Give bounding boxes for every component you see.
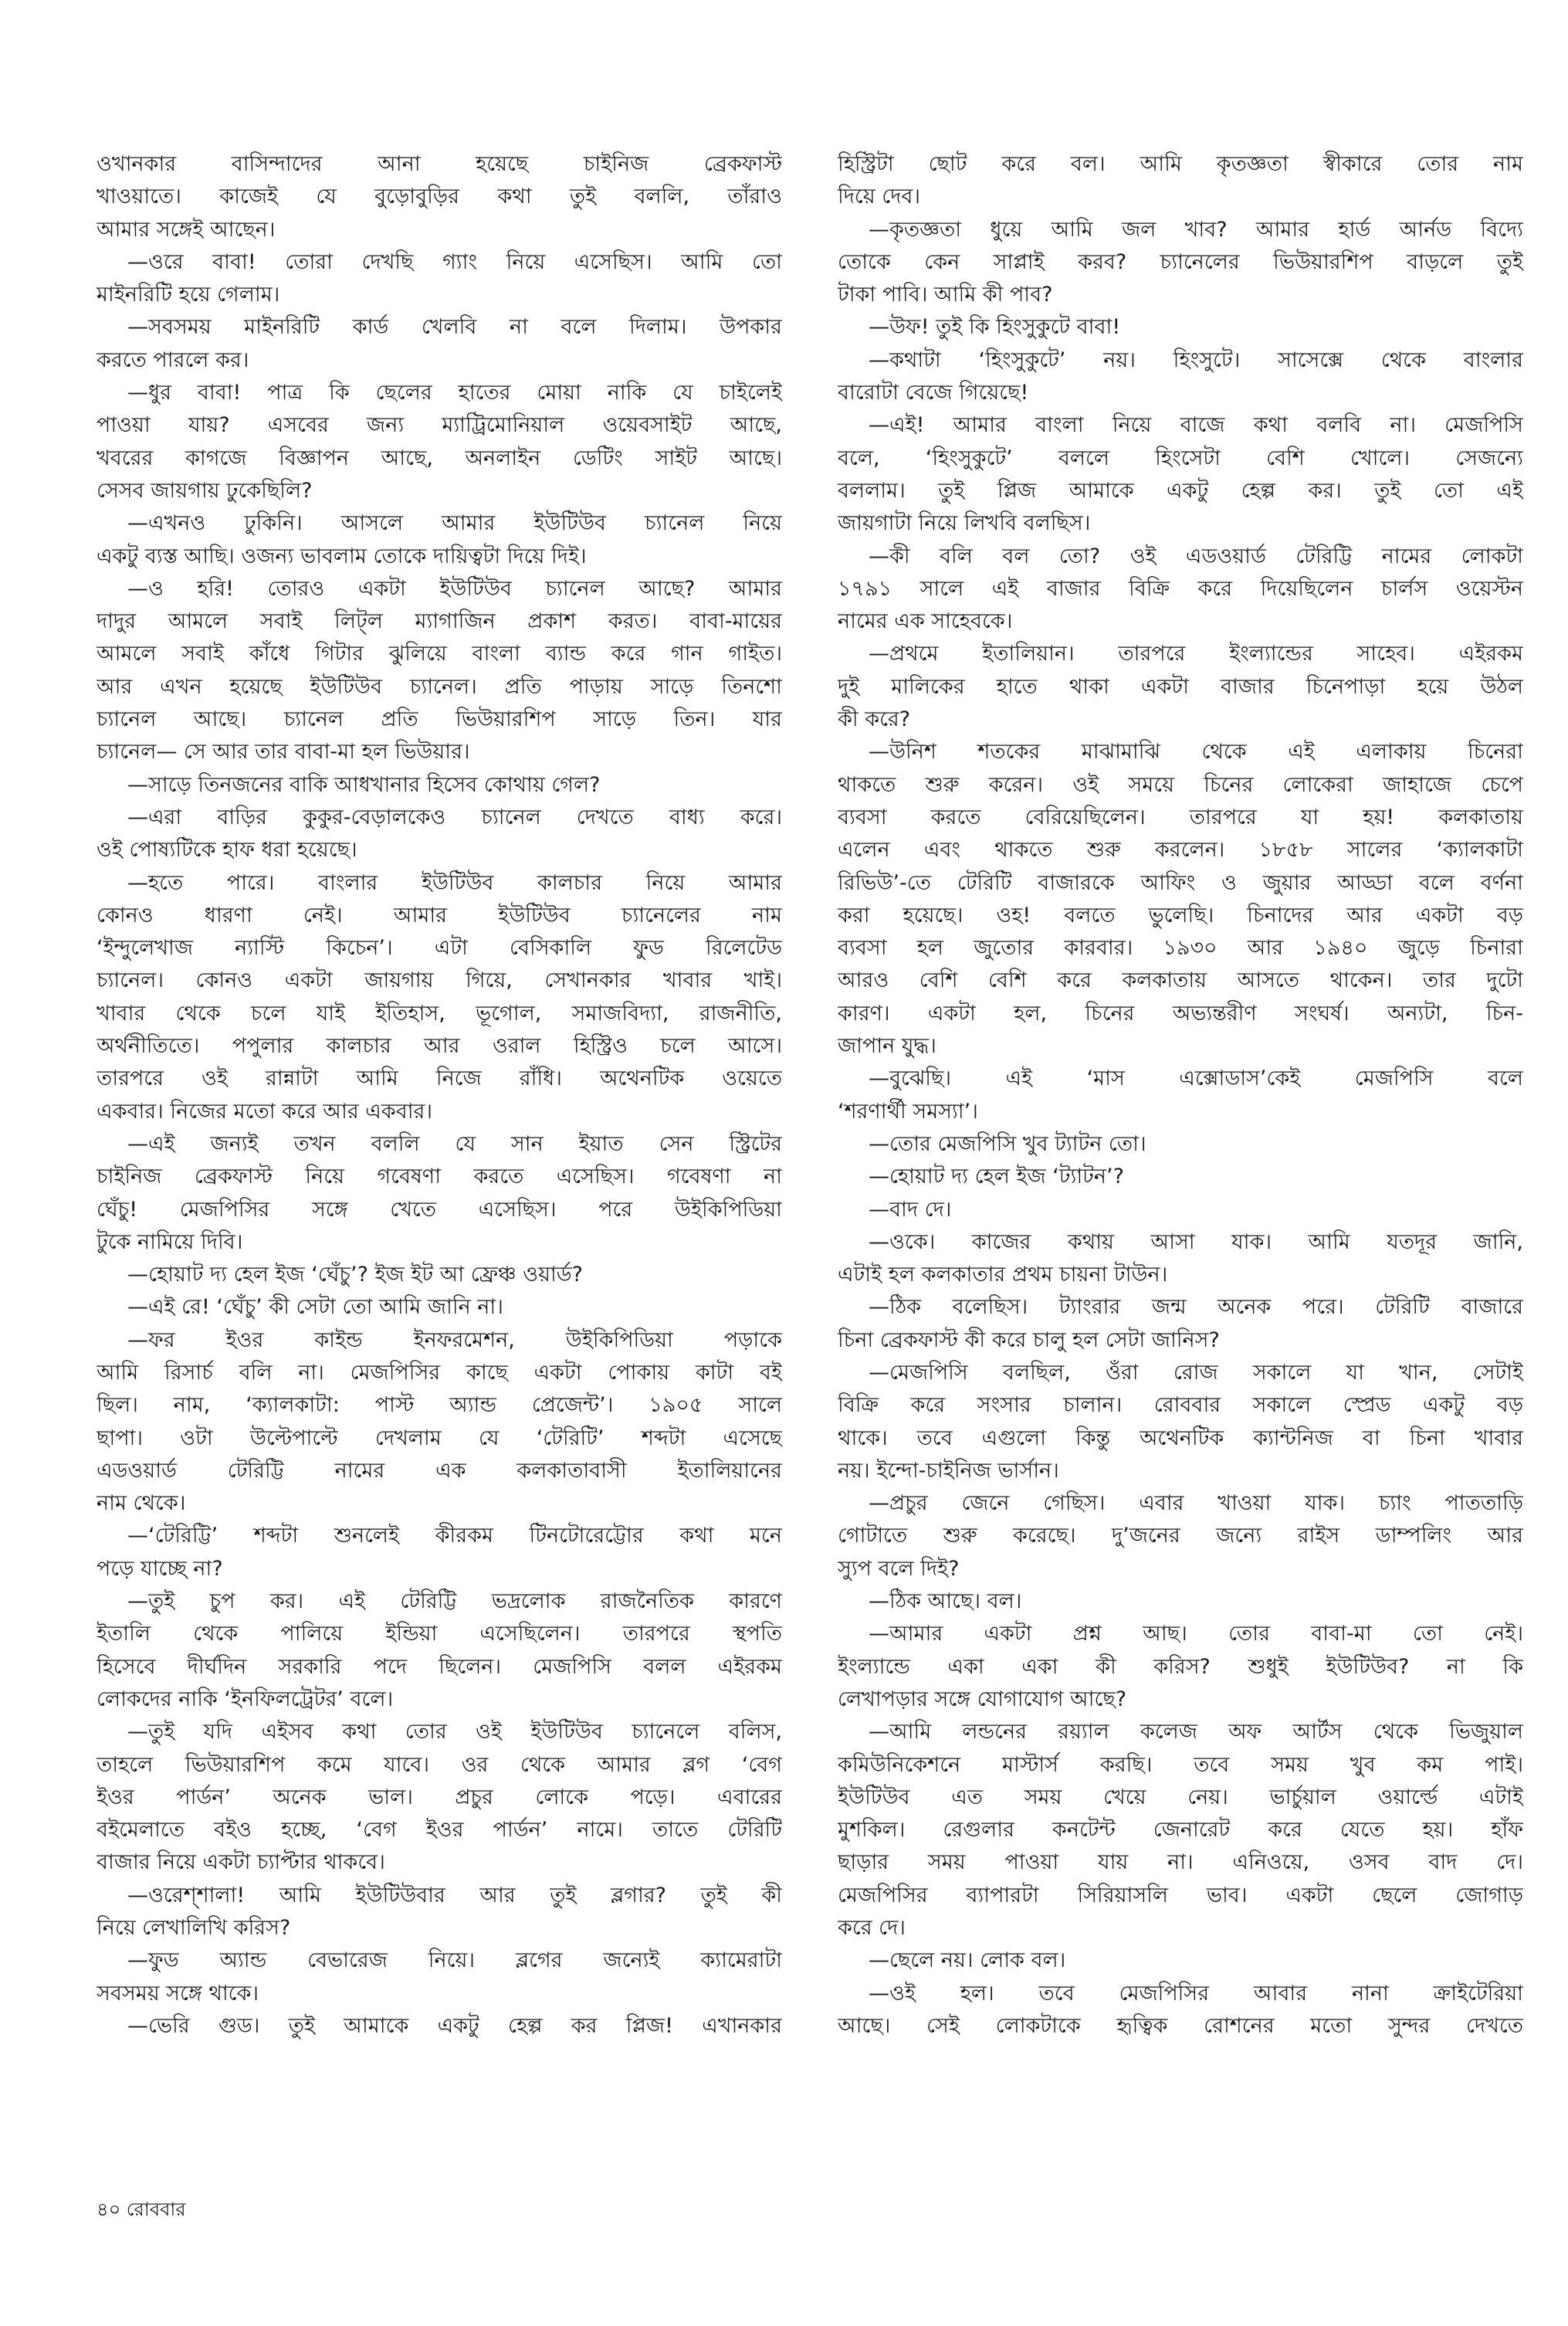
text-line: চিনা ব্রেকফাস্ট কী করে চালু হল সেটা জানিস? <box>838 1327 1220 1352</box>
text-line: —হোয়াট দ্য হেল ইজ ‘ট্যাটন’? <box>869 1165 1124 1189</box>
text-line: কমিউনিকেশনে মাস্টার্স করছি। তবে সময় খুব কম পাই। <box>838 1752 1523 1777</box>
text-line: —ওই হল। তবে মেজপিসির আবার নানা ক্রাইটেরিয়া <box>869 1981 1523 2006</box>
text-line: দিয়ে দেব। <box>838 185 921 209</box>
text-line: মুশকিল। রেগুলার কনটেন্ট জেনারেট করে যেতে হয়। হাঁফ <box>838 1818 1523 1843</box>
text-line: ‘শরণার্থী সমস্যা’। <box>838 1099 978 1124</box>
text-line: একটু ব্যস্ত আছি। ওজন্য ভাবলাম তোকে দায়িত্বটা দিয়ে দিই। <box>97 544 587 568</box>
text-line: —উফ! তুই কি হিংসুকুটে বাবা! <box>869 315 1121 340</box>
page-folio: ৪০ রোববার <box>97 2199 186 2220</box>
text-line: বলে, ‘হিংসুকুটে’ বললে হিংসেটা বেশি খোলে। সেজন্যে <box>838 446 1523 470</box>
text-line: —ফর ইওর কাইন্ড ইনফরমেশন, উইকিপিডিয়া পড়াকে <box>127 1327 782 1352</box>
text-line: —কথাটা ‘হিংসুকুটে’ নয়। হিংসুটে। সাসেক্সে থেকে বাংলার <box>869 348 1523 372</box>
text-line: হিস্ট্রিটা ছোট করে বল। আমি কৃতজ্ঞতা স্বীকারে তোর নাম <box>838 152 1523 176</box>
text-line: ছিল। নাম, ‘ক্যালকাটা: পাস্ট অ্যান্ড প্রেজেন্ট’। ১৯০৫ সালে <box>97 1393 782 1418</box>
text-line: চ্যানেল আছে। চ্যানেল প্রতি ভিউয়ারশিপ সাড়ে তিন। যার <box>97 707 782 732</box>
text-line: বাজার নিয়ে একটা চ্যাপ্টার থাকবে। <box>97 1850 385 1875</box>
text-line: —এখনও ঢুকিনি। আসলে আমার ইউটিউব চ্যানেল নিয়ে <box>127 511 782 536</box>
text-line: নিয়ে লেখালিখি করিস? <box>97 1916 291 1941</box>
text-line: —তুই চুপ কর। এই টেরিট্টি ভদ্রলোক রাজনৈতিক কারণে <box>127 1589 782 1614</box>
text-line: জায়গাটা নিয়ে লিখবি বলছিস। <box>838 511 1091 536</box>
text-line: দুই মালিকের হাতে থাকা একটা বাজার চিনেপাড়া হয়ে উঠল <box>838 674 1523 699</box>
text-line: নয়। ইন্দো-চাইনিজ ভার্সান। <box>838 1458 1059 1483</box>
text-line: চাইনিজ ব্রেকফাস্ট নিয়ে গবেষণা করতে এসেছিস। গবেষণা না <box>97 1165 782 1189</box>
text-line: —ওরেশ্শালা! আমি ইউটিউবার আর তুই ব্লগার? তুই কী <box>127 1883 782 1907</box>
text-line: আরও বেশি বেশি করে কলকাতায় আসতে থাকেন। তার দুটো <box>838 968 1523 993</box>
text-line: ইতালি থেকে পালিয়ে ইন্ডিয়া এসেছিলেন। তারপরে স্থপতি <box>97 1622 782 1646</box>
text-line: নামের এক সাহেবকে। <box>838 609 1013 634</box>
text-line: —কী বলি বল তো? ওই এডওয়ার্ড টেরিট্টি নামের লোকটা <box>869 544 1523 568</box>
text-line: কোনও ধারণা নেই। আমার ইউটিউব চ্যানেলের নাম <box>97 903 782 927</box>
text-line: কী করে? <box>838 707 911 732</box>
text-line: —হতে পারে। বাংলার ইউটিউব কালচার নিয়ে আমার <box>127 870 782 895</box>
text-line: গোটাতে শুরু করেছে। দু’জনের জন্যে রাইস ডাম্পলিং আর <box>838 1524 1523 1548</box>
text-line: তারপরে ওই রান্নাটা আমি নিজে রাঁধি। অথেনটিক ওয়েতে <box>97 1066 782 1091</box>
text-line: —আমি লন্ডনের রয়্যাল কলেজ অফ আর্টস থেকে ভিজুয়াল <box>869 1720 1523 1744</box>
text-line: খাবার থেকে চলে যাই ইতিহাস, ভূগোল, সমাজবিদ্যা, রাজনীতি, <box>97 1001 782 1026</box>
text-line: ১৭৯১ সালে এই বাজার বিক্রি করে দিয়েছিলেন চার্লস ওয়েস্টন <box>838 576 1523 601</box>
text-line: লেখাপড়ার সঙ্গে যোগাযোগ আছে? <box>838 1687 1127 1711</box>
text-line: করে দে। <box>838 1916 906 1941</box>
text-line: —প্রচুর জেনে গেছিস। এবার খাওয়া যাক। চ্যাং পাততাড়ি <box>869 1491 1523 1516</box>
text-line: মাইনরিটি হয়ে গেলাম। <box>97 283 280 307</box>
text-line: অর্থনীতিতে। পপুলার কালচার আর ওরাল হিস্ট্রিও চলে আসে। <box>97 1034 782 1059</box>
text-line: —কৃতজ্ঞতা ধুয়ে আমি জল খাব? আমার হার্ড আর্নড বিদ্যে <box>869 217 1523 242</box>
text-line: এটাই হল কলকাতার প্রথম চায়না টাউন। <box>838 1263 1168 1287</box>
text-line: —হোয়াট দ্য হেল ইজ ‘ঘেঁচু’? ইজ ইট আ ফ্রেঞ্চ ওয়ার্ড? <box>127 1263 584 1287</box>
text-line: সেসব জায়গায় ঢুকেছিলি? <box>97 478 313 503</box>
text-line: চ্যানেল। কোনও একটা জায়গায় গিয়ে, সেখানকার খাবার খাই। <box>97 968 782 993</box>
text-line: নাম থেকে। <box>97 1491 186 1516</box>
text-line: —প্রথমে ইতালিয়ান। তারপরে ইংল্যান্ডের সাহেব। এইরকম <box>869 642 1523 666</box>
text-line: ছাড়ার সময় পাওয়া যায় না। এনিওয়ে, ওসব বাদ দে। <box>838 1850 1523 1875</box>
text-line: লোকদের নাকি ‘ইনফিলট্রেটর’ বলে। <box>97 1687 394 1711</box>
text-line: —ভেরি গুড। তুই আমাকে একটু হেল্প কর প্লিজ! এখানকার <box>127 2013 782 2038</box>
text-line: —ধুর বাবা! পাত্র কি ছেলের হাতের মোয়া নাকি যে চাইলেই <box>127 381 782 405</box>
text-line: আছে। সেই লোকটাকে হৃত্বিক রোশনের মতো সুন্দর দেখতে <box>838 2013 1523 2038</box>
text-line: আমি রিসার্চ বলি না। মেজপিসির কাছে একটা পোকায় কাটা বই <box>97 1360 782 1385</box>
text-line: ওই পোষ্যটিকে হাফ ধরা হয়েছে। <box>97 838 357 863</box>
text-line: বললাম। তুই প্লিজ আমাকে একটু হেল্প কর। তুই তো এই <box>838 478 1523 503</box>
text-line: টাকা পাবি। আমি কী পাব? <box>838 283 1053 307</box>
text-line: মেজপিসির ব্যাপারটা সিরিয়াসলি ভাব। একটা ছেলে জোগাড় <box>838 1883 1523 1907</box>
text-line: ব্যবসা করতে বেরিয়েছিলেন। তারপরে যা হয়! কলকাতায় <box>838 805 1523 829</box>
text-line: থাকতে শুরু করেন। ওই সময়ে চিনের লোকেরা জাহাজে চেপে <box>838 772 1523 797</box>
text-line: টুকে নামিয়ে দিবি। <box>97 1229 243 1254</box>
text-line: আর এখন হয়েছে ইউটিউব চ্যানেল। প্রতি পাড়ায় সাড়ে তিনশো <box>97 674 782 699</box>
text-line: সবসময় সঙ্গে থাকে। <box>97 1981 259 2006</box>
text-line: —ওকে। কাজের কথায় আসা যাক। আমি যতদূর জানি, <box>869 1229 1523 1254</box>
text-line: এলেন এবং থাকতে শুরু করলেন। ১৮৫৮ সালের ‘ক্যালকাটা <box>838 838 1523 863</box>
text-line: —ওরে বাবা! তোরা দেখছি গ্যাং নিয়ে এসেছিস। আমি তো <box>127 249 782 274</box>
text-line: —আমার একটা প্রশ্ন আছ। তোর বাবা-মা তো নেই। <box>869 1622 1523 1646</box>
text-line: —ফুড অ্যান্ড বেভারেজ নিয়ে। ব্লগের জন্যেই ক্যামেরাটা <box>127 1948 782 1973</box>
text-line: —এরা বাড়ির কুকুর-বেড়ালকেও চ্যানেল দেখতে বাধ্য করে। <box>127 805 782 829</box>
left-text-column <box>97 148 782 2043</box>
text-line: খবরের কাগজে বিজ্ঞাপন আছে, অনলাইন ডেটিং সাইট আছে। <box>97 446 782 470</box>
text-line: —সাড়ে তিনজনের বাকি আধখানার হিসেব কোথায় গেল? <box>127 772 601 797</box>
text-line: ছাপা। ওটা উল্টেপাল্টে দেখলাম যে ‘টেরিটি’ শব্দটা এসেছে <box>97 1426 782 1450</box>
text-line: —এই! আমার বাংলা নিয়ে বাজে কথা বলবি না। মেজপিসি <box>869 413 1523 438</box>
text-line: —ও হরি! তোরও একটা ইউটিউব চ্যানেল আছে? আমার <box>127 576 782 601</box>
text-line: হিসেবে দীর্ঘদিন সরকারি পদে ছিলেন। মেজপিসি বলল এইরকম <box>97 1654 782 1679</box>
text-line: থাকে। তবে এগুলো কিন্তু অথেনটিক ক্যান্টনিজ বা চিনা খাবার <box>838 1426 1523 1450</box>
text-line: ব্যবসা হল জুতোর কারবার। ১৯৩০ আর ১৯৪০ জুড়ে চিনারা <box>838 936 1523 961</box>
text-line: পড়ে যাচ্ছে না? <box>97 1556 223 1581</box>
right-text-column <box>838 148 1523 2043</box>
text-line: বারোটা বেজে গিয়েছে! <box>838 381 1029 405</box>
text-line: ঘেঁচু! মেজপিসির সঙ্গে খেতে এসেছিস। পরে উইকিপিডিয়া <box>97 1197 782 1222</box>
text-line: করা হয়েছে। ওহ! বলতে ভুলেছি। চিনাদের আর একটা বড় <box>838 903 1523 927</box>
text-line: চ্যানেল— সে আর তার বাবা-মা হল ভিউয়ার। <box>97 740 470 765</box>
text-line: করতে পারলে কর। <box>97 348 249 372</box>
text-line: কারণ। একটা হল, চিনের অভ্যন্তরীণ সংঘর্ষ। অন্যটা, চিন- <box>838 1001 1523 1026</box>
text-line: আমার সঙ্গেই আছেন। <box>97 217 276 242</box>
text-line: —এই জন্যই তখন বললি যে সান ইয়াত সেন স্ট্রিটের <box>127 1131 782 1156</box>
text-line: বইমেলাতে বইও হচ্ছে, ‘বেগ ইওর পার্ডন’ নামে। তাতে টেরিটি <box>97 1818 782 1843</box>
text-line: ওখানকার বাসিন্দাদের আনা হয়েছে চাইনিজ ব্রেকফাস্ট <box>97 152 782 176</box>
text-line: রিভিউ’-তে টেরিটি বাজারকে আফিং ও জুয়ার আড্ডা বলে বর্ণনা <box>838 870 1523 895</box>
text-line: স্যুপ বলে দিই? <box>838 1556 960 1581</box>
text-line: খাওয়াতে। কাজেই যে বুড়োবুড়ির কথা তুই বললি, তাঁরাও <box>97 185 782 209</box>
text-line: আমলে সবাই কাঁধে গিটার ঝুলিয়ে বাংলা ব্যান্ড করে গান গাইত। <box>97 642 782 666</box>
text-line: জাপান যুদ্ধ। <box>838 1034 936 1059</box>
text-line: —উনিশ শতকের মাঝামাঝি থেকে এই এলাকায় চিনেরা <box>869 740 1523 765</box>
text-line: ইওর পার্ডন’ অনেক ভাল। প্রচুর লোকে পড়ে। এবারের <box>97 1785 782 1809</box>
text-line: —তুই যদি এইসব কথা তোর ওই ইউটিউব চ্যানেলে বলিস, <box>127 1720 782 1744</box>
text-line: ইংল্যান্ডে একা একা কী করিস? শুধুই ইউটিউব? না কি <box>838 1654 1523 1679</box>
text-line: পাওয়া যায়? এসবের জন্য ম্যাট্রিমোনিয়াল ওয়েবসাইট আছে, <box>97 413 782 438</box>
text-line: —বাদ দে। <box>869 1197 952 1222</box>
text-line: —এই রে! ‘ঘেঁচু’ কী সেটা তো আমি জানি না। <box>127 1295 503 1320</box>
text-line: —ঠিক আছে। বল। <box>869 1589 1022 1614</box>
text-line: —সবসময় মাইনরিটি কার্ড খেলবি না বলে দিলাম। উপকার <box>127 315 782 340</box>
text-line: —তোর মেজপিসি খুব ট্যাটন তো। <box>869 1131 1146 1156</box>
text-line: —ছেলে নয়। লোক বল। <box>869 1948 1066 1973</box>
text-line: —ঠিক বলেছিস। ট্যাংরার জন্ম অনেক পরে। টেরিটি বাজারে <box>869 1295 1523 1320</box>
text-line: —মেজপিসি বলছিল, ওঁরা রোজ সকালে যা খান, সেটাই <box>869 1360 1523 1385</box>
text-line: দাদুর আমলে সবাই লিট্‌ল ম্যাগাজিন প্রকাশ করত। বাবা-মায়ের <box>97 609 782 634</box>
text-line: ‘ইন্দুলেখাজ ন্যাস্টি কিচেন’। এটা বেসিকালি ফুড রিলেটেড <box>97 936 782 961</box>
text-line: —‘টেরিট্টি’ শব্দটা শুনলেই কীরকম টিনটোরেট্টোর কথা মনে <box>127 1524 782 1548</box>
text-line: এডওয়ার্ড টেরিট্টি নামের এক কলকাতাবাসী ইতালিয়ানের <box>97 1458 782 1483</box>
text-line: ইউটিউব এত সময় খেয়ে নেয়। ভার্চুয়াল ওয়ার্ল্ডে এটাই <box>838 1785 1523 1809</box>
text-line: বিক্রি করে সংসার চালান। রোববার সকালে স্প্রেড একটু বড় <box>838 1393 1523 1418</box>
text-line: একবার। নিজের মতো করে আর একবার। <box>97 1099 433 1124</box>
text-line: তাহলে ভিউয়ারশিপ কমে যাবে। ওর থেকে আমার ব্লগ ‘বেগ <box>97 1752 782 1777</box>
text-line: —বুঝেছি। এই ‘মাস এক্সোডাস’কেই মেজপিসি বলে <box>869 1066 1523 1091</box>
text-line: তোকে কেন সাপ্লাই করব? চ্যানেলের ভিউয়ারশিপ বাড়লে তুই <box>838 249 1523 274</box>
